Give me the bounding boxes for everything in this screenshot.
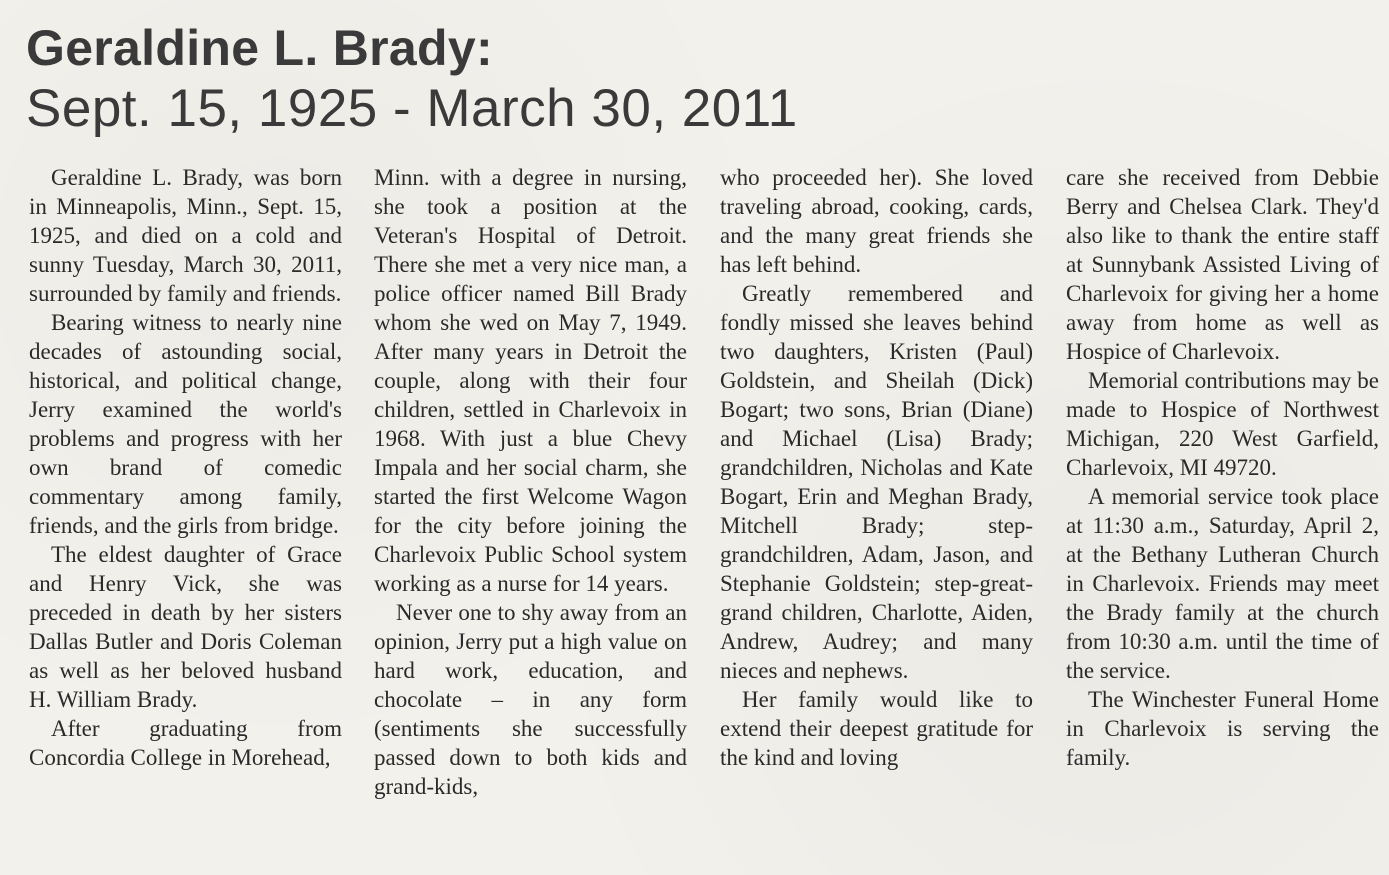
text-column-2 — [374, 163, 687, 801]
paragraph: who proceeded her). She loved traveling abroad, cooking, cards, and the many great friends she has left behind. — [720, 165, 1033, 277]
paragraph: Geraldine L. Brady, was born in Minneapolis, Minn., Sept. 15, 1925, and died on a cold and sunny Tuesday, March 30, 2011, surrounded by family and friends. — [29, 165, 342, 306]
paragraph: Never one to shy away from an opinion, Jerry put a high value on hard work, education, and chocolate – in any form (sentiments she successfully passed down to both kids and grand-kids, — [374, 600, 687, 799]
text-column-3 — [720, 163, 1033, 772]
paragraph: Memorial contributions may be made to Hospice of Northwest Michigan, 220 West Garfield, Charlevoix, MI 49720. — [1066, 368, 1379, 480]
paragraph: care she received from Debbie Berry and Chelsea Clark. They'd also like to thank the entire staff at Sunnybank Assisted Living of Charlevoix for giving her a home away from home as well as Hospice of Charlevoix. — [1066, 165, 1379, 364]
subhead-dates: Sept. 15, 1925 - March 30, 2011 — [26, 79, 798, 138]
paragraph: Minn. with a degree in nursing, she took a position at the Veteran's Hospital of Detroit. There she met a very nice man, a police officer named Bill Brady whom she wed on May 7, 1949. After many years in Detroit the couple, along with their four children, settled in Charlevoix in 1968. With just a blue Chevy Impala and her social charm, she started the first Welcome Wagon for the city before joining the Charlevoix Public School system working as a nurse for 14 years. — [374, 165, 687, 596]
paragraph: Her family would like to extend their deepest gratitude for the kind and loving — [720, 687, 1033, 770]
paragraph: The eldest daughter of Grace and Henry Vick, she was preceded in death by her sisters Dallas Butler and Doris Coleman as well as her beloved husband H. William Brady. — [29, 542, 342, 712]
paragraph: The Winchester Funeral Home in Charlevoix is serving the family. — [1066, 687, 1379, 770]
text-column-4 — [1066, 163, 1379, 772]
paragraph: After graduating from Concordia College in Morehead, — [29, 716, 342, 770]
paragraph: Bearing witness to nearly nine decades of astounding social, historical, and political change, Jerry examined the world's problems and progress with her own brand of comedic commentary among family, friends, and the girls from bridge. — [29, 310, 342, 538]
headline: Geraldine L. Brady: — [26, 20, 493, 76]
paragraph: A memorial service took place at 11:30 a.m., Saturday, April 2, at the Bethany Lutheran Church in Charlevoix. Friends may meet the Brady family at the church from 10:30 a.m. until the time of the service. — [1066, 484, 1379, 683]
text-column-1 — [29, 163, 342, 772]
paragraph: Greatly remembered and fondly missed she leaves behind two daughters, Kristen (Paul) Goldstein, and Sheilah (Dick) Bogart; two sons, Brian (Diane) and Michael (Lisa) Brady; grandchildren, Nicholas and Kate Bogart, Erin and Meghan Brady, Mitchell Brady; step-grandchildren, Adam, Jason, and Stephanie Goldstein; step-great-grand children, Charlotte, Aiden, Andrew, Audrey; and many nieces and nephews. — [720, 281, 1033, 683]
